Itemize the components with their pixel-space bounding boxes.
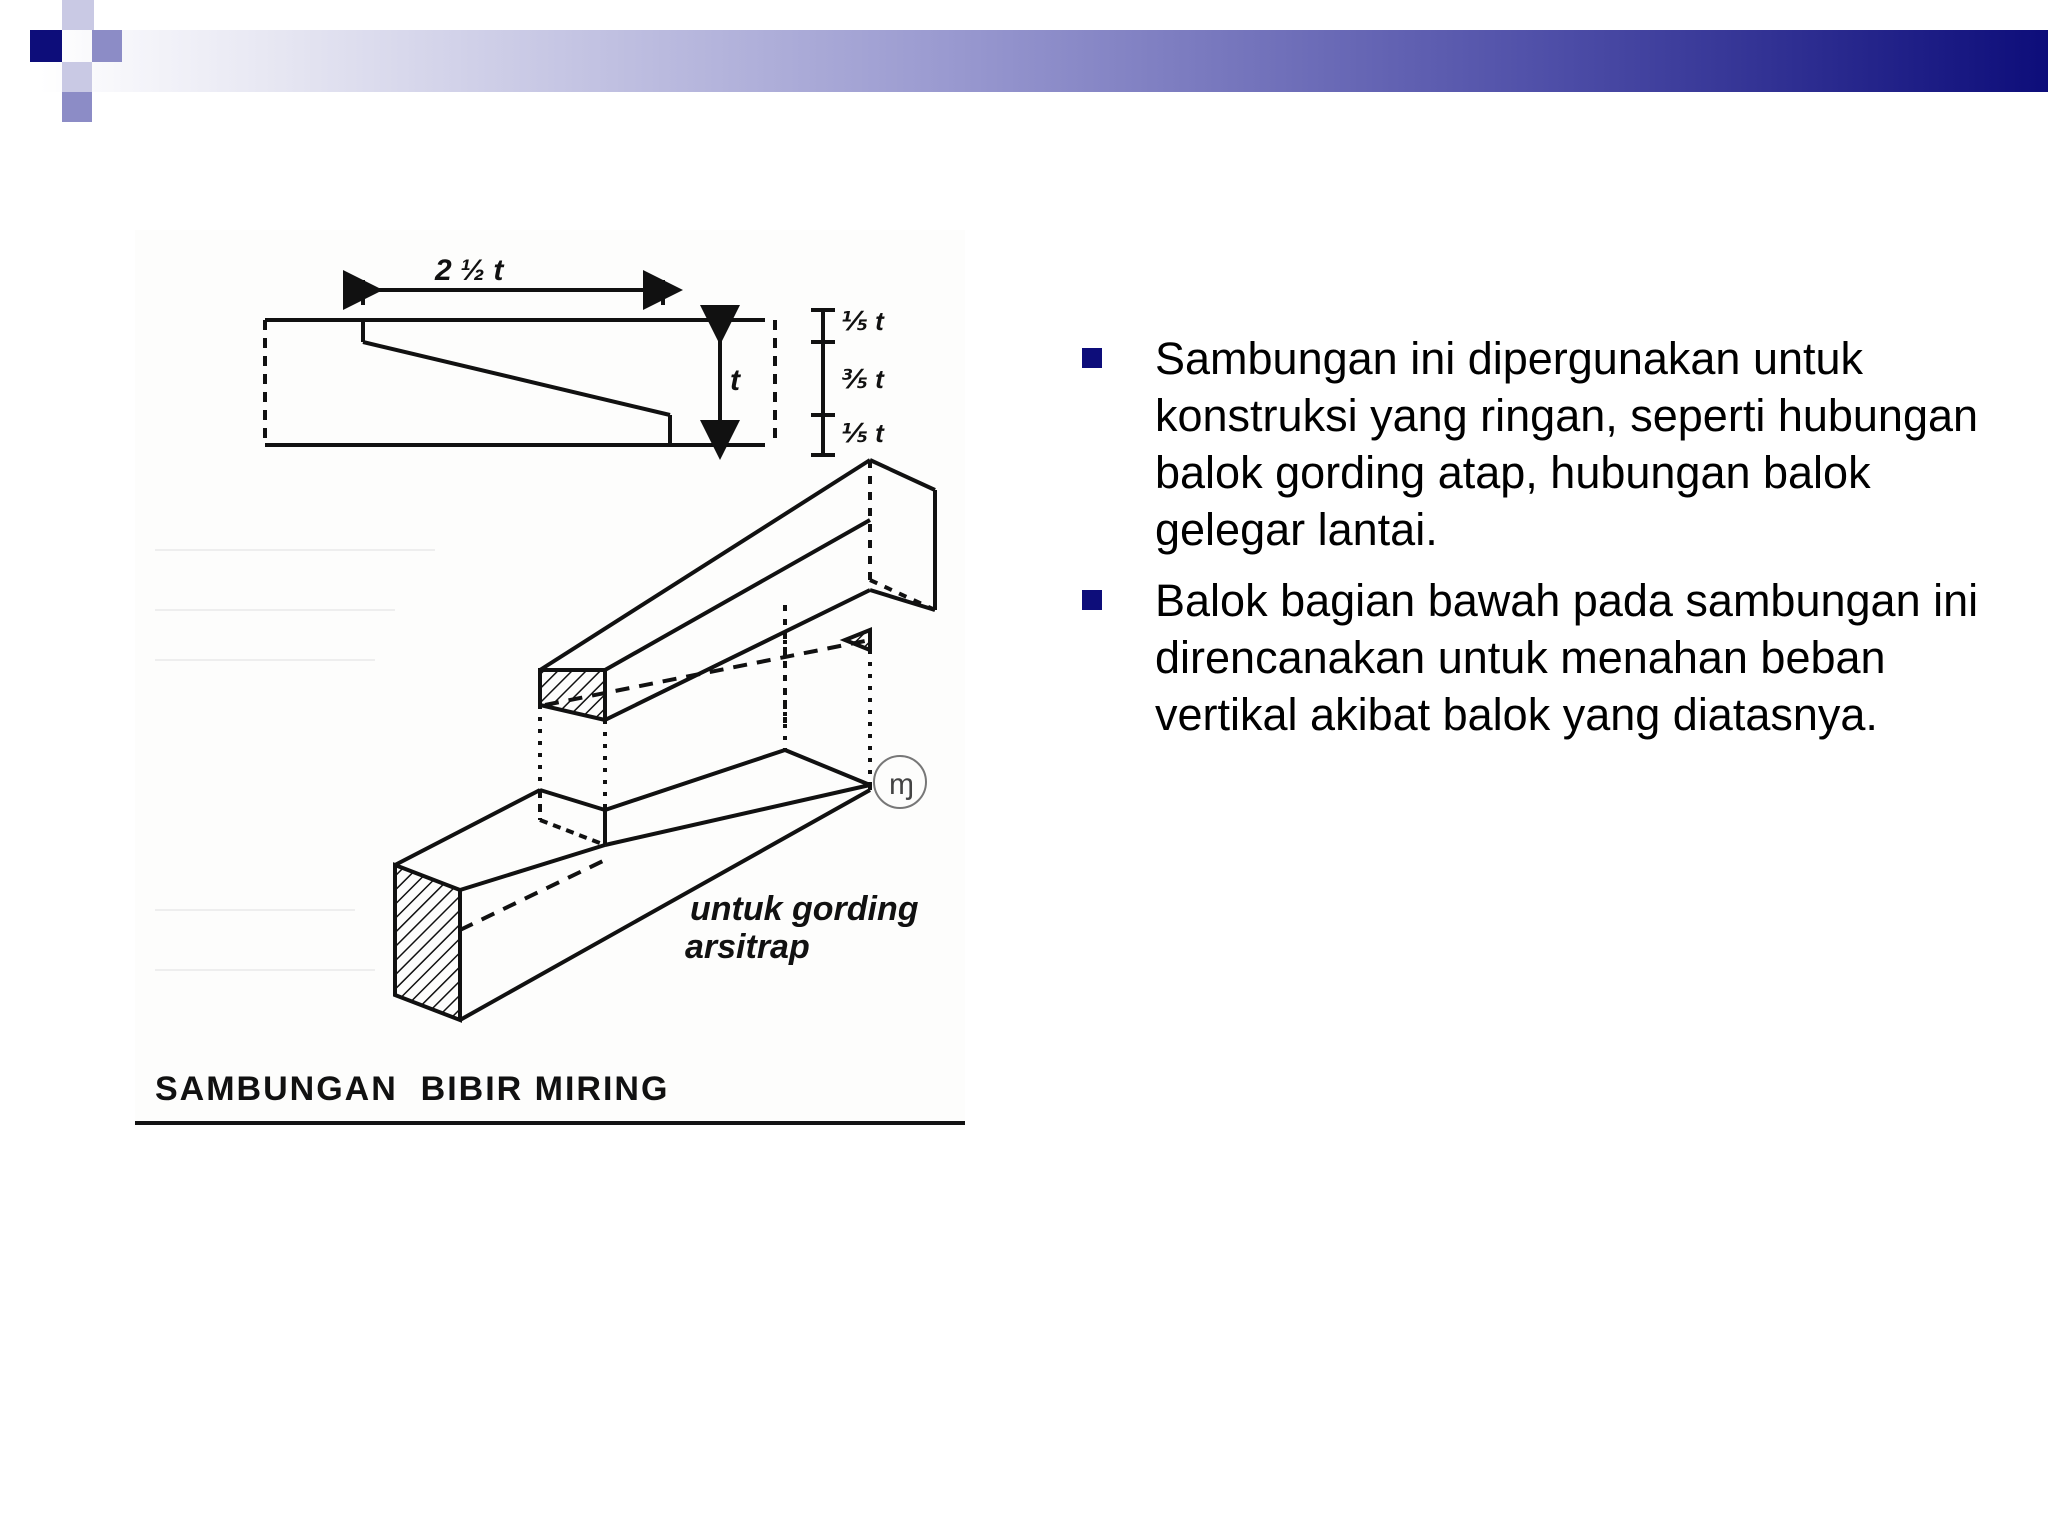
- joint-diagram: [135, 230, 965, 1130]
- note-line-2: arsitrap: [685, 928, 810, 966]
- dimension-top-label: 2 ½ t: [435, 254, 504, 287]
- figure-caption: SAMBUNGAN BIBIR MIRING: [155, 1070, 670, 1108]
- bullet-list: [1080, 330, 2000, 757]
- dimension-fifth-top-label: ⅕ t: [841, 306, 884, 336]
- corner-square-mid-2: [62, 92, 92, 122]
- square-bullet-icon: [1082, 348, 1102, 368]
- dimension-height-label: t: [730, 364, 740, 397]
- corner-square-light: [62, 0, 94, 30]
- bullet-item: [1080, 330, 2000, 558]
- bullet-text: Sambungan ini dipergunakan untuk konstruksi yang ringan, seperti hubungan balok gording atap, hubungan balok gelegar lantai.: [1155, 333, 1979, 555]
- square-bullet-icon: [1082, 590, 1102, 610]
- title-gradient-bar: [40, 30, 2048, 92]
- note-line-1: untuk gording: [690, 890, 919, 928]
- corner-square-dark: [30, 30, 62, 62]
- joint-diagram-svg: [135, 230, 965, 1130]
- corner-square-mid: [92, 30, 122, 62]
- dimension-fifth-bottom-label: ⅕ t: [841, 418, 884, 448]
- dimension-three-fifths-label: ⅗ t: [841, 364, 884, 394]
- bullet-item: [1080, 572, 2000, 743]
- corner-square-light-2: [62, 62, 92, 92]
- page-mark-glyph: ɱ: [889, 768, 914, 801]
- bullet-text: Balok bagian bawah pada sambungan ini direncanakan untuk menahan beban vertikal akibat balok yang diatasnya.: [1155, 575, 1979, 740]
